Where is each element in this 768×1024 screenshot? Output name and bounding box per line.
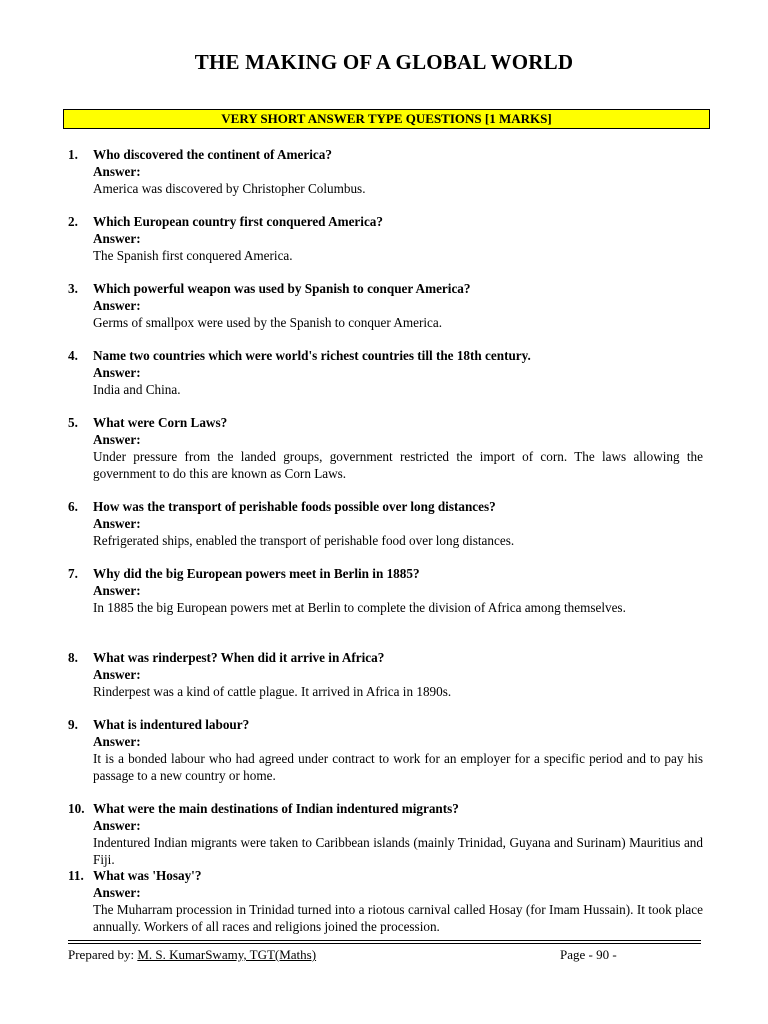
page-title: THE MAKING OF A GLOBAL WORLD [194,50,574,74]
question-number: 9. [68,717,78,732]
answer-text: Under pressure from the landed groups, government restricted the import of corn. The laws allowing the government to do this are known as Corn Laws. [93,449,703,481]
answer-label: Answer: [93,231,141,246]
question-number: 11. [68,868,84,883]
answer-text: America was discovered by Christopher Columbus. [93,181,366,196]
author-name: M. S. KumarSwamy, TGT(Maths) [137,947,317,962]
section-banner: VERY SHORT ANSWER TYPE QUESTIONS [1 MARKS] [63,109,710,129]
footer-credit [68,947,316,963]
answer-text: It is a bonded labour who had agreed under contract to work for an employer for a specific period and to pay his passage to a new country or home. [93,751,703,783]
answer-label: Answer: [93,516,141,531]
answer-label: Answer: [93,298,141,313]
answer-label: Answer: [93,432,141,447]
question-text: What were the main destinations of Indian indentured migrants? [93,801,459,816]
question-number: 2. [68,214,78,229]
footer-divider-bottom [68,943,701,944]
question-text: Why did the big European powers meet in Berlin in 1885? [93,566,420,581]
answer-text: The Spanish first conquered America. [93,248,293,263]
answer-text: Refrigerated ships, enabled the transport of perishable food over long distances. [93,533,515,548]
answer-text: India and China. [93,382,181,397]
question-text: How was the transport of perishable foods possible over long distances? [93,499,496,514]
question-number: 3. [68,281,78,296]
question-text: Name two countries which were world's richest countries till the 18th century. [93,348,531,363]
answer-text: The Muharram procession in Trinidad turned into a riotous carnival called Hosay (for Imam Hussain). It took place annually. Workers of all races and religions joined the procession. [93,902,703,934]
question-text: What was 'Hosay'? [93,868,202,883]
question-number: 8. [68,650,78,665]
answer-label: Answer: [93,365,141,380]
question-number: 6. [68,499,78,514]
question-text: What was rinderpest? When did it arrive in Africa? [93,650,385,665]
answer-label: Answer: [93,164,141,179]
answer-label: Answer: [93,885,141,900]
question-number: 7. [68,566,78,581]
answer-label: Answer: [93,818,141,833]
answer-label: Answer: [93,583,141,598]
answer-label: Answer: [93,734,141,749]
question-text: What were Corn Laws? [93,415,228,430]
page-number: Page - 90 - [560,947,617,962]
answer-text: Indentured Indian migrants were taken to Caribbean islands (mainly Trinidad, Guyana and Surinam) Mauritius and Fiji. [93,835,703,867]
answer-text: Germs of smallpox were used by the Spanish to conquer America. [93,315,443,330]
question-text: Who discovered the continent of America? [93,147,332,162]
question-number: 4. [68,348,78,363]
answer-label: Answer: [93,667,141,682]
footer-divider-top [68,940,701,941]
question-text: Which powerful weapon was used by Spanish to conquer America? [93,281,471,296]
prepared-by-label: Prepared by: [68,947,135,962]
question-number: 1. [68,147,78,162]
answer-text: In 1885 the big European powers met at Berlin to complete the division of Africa among themselves. [93,600,626,615]
question-text: What is indentured labour? [93,717,250,732]
answer-text: Rinderpest was a kind of cattle plague. It arrived in Africa in 1890s. [93,684,452,699]
question-text: Which European country first conquered America? [93,214,383,229]
question-number: 5. [68,415,78,430]
question-number: 10. [68,801,85,816]
